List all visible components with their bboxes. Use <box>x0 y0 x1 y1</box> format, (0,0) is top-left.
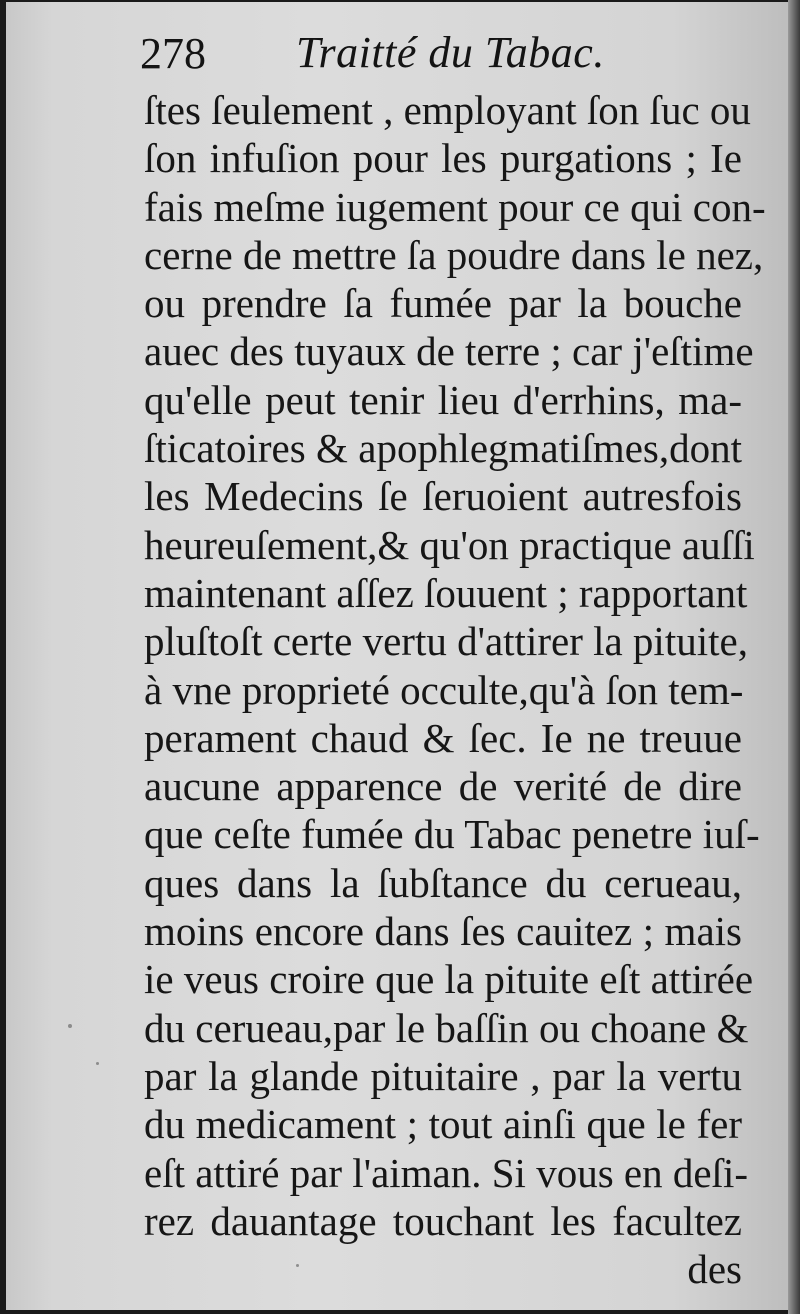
paper-speck <box>68 1024 72 1028</box>
text-line: du medicament ; tout ainſi que le fer <box>144 1101 742 1148</box>
book-page <box>6 2 790 1310</box>
text-line: à vne proprieté occulte,qu'à ſon tem- <box>144 666 744 713</box>
text-line: aucune apparence de verité de dire <box>144 763 742 810</box>
running-title: Traitté du Tabac. <box>296 28 605 77</box>
text-line: perament chaud & ſec. Ie ne treuue <box>144 714 742 761</box>
text-line: que ceſte fumée du Tabac penetre iuſ- <box>144 811 760 858</box>
text-line: qu'elle peut tenir lieu d'errhins, ma- <box>144 376 742 423</box>
text-line: maintenant aſſez ſouuent ; rapportant <box>144 569 748 616</box>
text-line: heureuſement,& qu'on practique auſſi <box>144 521 755 568</box>
page-header <box>136 28 656 78</box>
paper-speck <box>296 1264 299 1267</box>
text-line: pluſtoſt certe vertu d'attirer la pituite, <box>144 618 748 665</box>
catchword: des <box>687 1246 742 1293</box>
text-line: ie veus croire que la pituite eſt attirée <box>144 956 754 1003</box>
text-line: les Medecins ſe ſeruoient autresfois <box>144 473 742 520</box>
text-line: ſon infuſion pour les purgations ; Ie <box>144 135 742 182</box>
text-line: rez dauantage touchant les facultez <box>144 1197 742 1244</box>
text-line: par la glande pituitaire , par la vertu <box>144 1052 742 1099</box>
page-number: 278 <box>140 29 206 78</box>
text-line: ſtes ſeulement , employant ſon ſuc ou <box>144 87 751 133</box>
text-line: ou prendre ſa fumée par la bouche <box>144 280 742 327</box>
text-line: moins encore dans ſes cauitez ; mais <box>144 908 742 955</box>
text-line: ques dans la ſubſtance du cerueau, <box>144 859 742 906</box>
paper-speck <box>96 1062 99 1065</box>
text-line: ſticatoires & apophlegmatiſmes,dont <box>144 425 742 472</box>
body-text <box>144 86 766 1293</box>
text-line: cerne de mettre ſa poudre dans le nez, <box>144 231 764 278</box>
text-line: du cerueau,par le baſſin ou choane & <box>144 1004 749 1051</box>
text-line: eſt attiré par l'aiman. Si vous en deſi- <box>144 1149 748 1196</box>
text-line: auec des tuyaux de terre ; car j'eſtime <box>144 328 754 375</box>
page-edge-shadow <box>788 0 800 1314</box>
text-line: fais meſme iugement pour ce qui con- <box>144 183 766 230</box>
